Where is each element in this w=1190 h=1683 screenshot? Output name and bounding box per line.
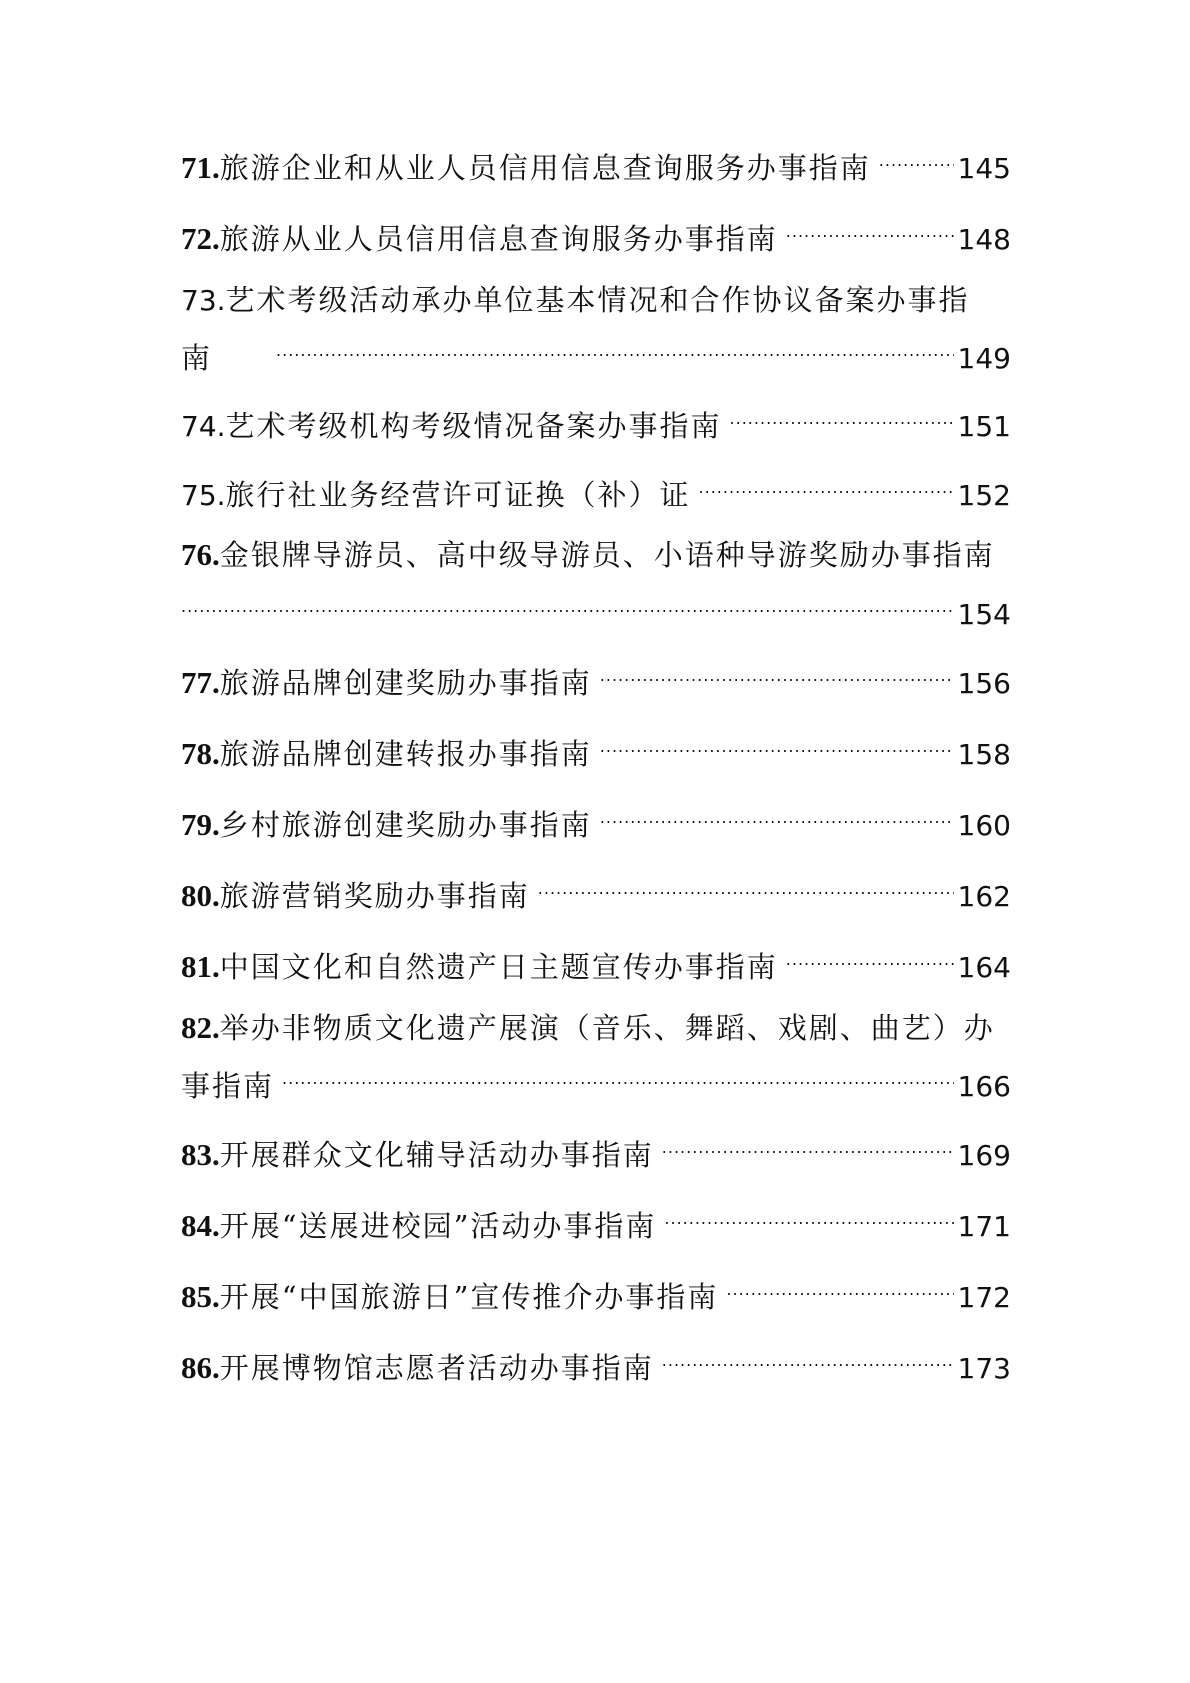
toc-entry-page: 166 <box>957 1070 1011 1103</box>
toc-entry-page: 171 <box>957 1210 1011 1243</box>
toc-entry-85[interactable] <box>181 1269 1011 1314</box>
toc-entry-83[interactable] <box>181 1127 1011 1172</box>
toc-entry-80[interactable] <box>181 868 1011 913</box>
toc-entry-84[interactable] <box>181 1198 1011 1243</box>
toc-entry-title: 开展群众文化辅导活动办事指南 <box>219 1138 654 1172</box>
toc-entry-title: 旅游从业人员信用信息查询服务办事指南 <box>219 222 778 256</box>
toc-entry-page: 172 <box>957 1281 1011 1314</box>
toc-entry-page: 145 <box>957 152 1011 185</box>
toc-entry-title: 乡村旅游创建奖励办事指南 <box>219 808 592 842</box>
toc-entry-title: 中国文化和自然遗产日主题宣传办事指南 <box>219 950 778 984</box>
toc-entry-number: 71. <box>181 150 220 185</box>
dot-leader <box>699 467 954 505</box>
dot-leader <box>726 1269 953 1307</box>
toc-entry-number: 86. <box>181 1350 220 1385</box>
toc-entry-number: 77. <box>181 665 220 700</box>
toc-entry-74[interactable] <box>181 398 1011 443</box>
toc-entry-page: 164 <box>957 951 1011 984</box>
toc-entry-number: 79. <box>181 807 220 842</box>
dot-leader <box>662 1340 954 1378</box>
toc-entry-page: 169 <box>957 1139 1011 1172</box>
toc-entry-page: 154 <box>957 598 1011 631</box>
dot-leader <box>600 726 954 764</box>
toc-entry-76[interactable] <box>181 536 1011 631</box>
toc-entry-number: 75. <box>181 479 226 512</box>
toc-entry-81[interactable] <box>181 939 1011 984</box>
dot-leader <box>662 1127 954 1165</box>
toc-entry-page: 160 <box>957 809 1011 842</box>
toc-entry-title: 开展“中国旅游日”宣传推介办事指南 <box>219 1280 719 1314</box>
toc-entry-page: 162 <box>957 880 1011 913</box>
toc-entry-number: 80. <box>181 878 220 913</box>
toc-entry-title-line2: 事指南 <box>181 1069 275 1103</box>
toc-entry-75[interactable] <box>181 467 1011 512</box>
toc-entry-number: 85. <box>181 1279 220 1314</box>
toc-entry-number: 72. <box>181 221 220 256</box>
toc-entry-title: 旅游营销奖励办事指南 <box>219 879 530 913</box>
dot-leader <box>786 939 954 977</box>
toc-entry-title: 艺术考级机构考级情况备案办事指南 <box>225 409 722 443</box>
toc-entry-title: 开展“送展进校园”活动办事指南 <box>219 1209 657 1243</box>
toc-entry-page: 148 <box>957 223 1011 256</box>
toc-entry-number: 73. <box>181 284 226 317</box>
toc-entry-71[interactable] <box>181 140 1011 185</box>
toc-entry-82[interactable] <box>181 1009 1011 1103</box>
toc-entry-page: 151 <box>957 410 1011 443</box>
dot-leader <box>276 330 954 368</box>
toc-entry-page: 158 <box>957 738 1011 771</box>
toc-entry-title-line1: 艺术考级活动承办单位基本情况和合作协议备案办事指 <box>225 283 970 317</box>
dot-leader <box>664 1198 953 1236</box>
table-of-contents <box>181 140 1011 1385</box>
toc-entry-79[interactable] <box>181 797 1011 842</box>
toc-entry-title-line1: 举办非物质文化遗产展演（音乐、舞蹈、戏剧、曲艺）办 <box>219 1011 995 1045</box>
toc-entry-number: 74. <box>181 410 226 443</box>
toc-entry-number: 81. <box>181 949 220 984</box>
dot-leader <box>786 211 954 249</box>
toc-entry-number: 84. <box>181 1208 220 1243</box>
dot-leader <box>282 1058 954 1096</box>
dot-leader <box>730 398 954 436</box>
dot-leader <box>538 868 954 906</box>
toc-entry-72[interactable] <box>181 211 1011 256</box>
toc-entry-page: 156 <box>957 667 1011 700</box>
toc-entry-title: 旅行社业务经营许可证换（补）证 <box>225 478 691 512</box>
toc-entry-page: 173 <box>957 1352 1011 1385</box>
toc-entry-title-line1: 金银牌导游员、高中级导游员、小语种导游奖励办事指南 <box>219 538 995 572</box>
toc-entry-number: 76. <box>181 537 220 572</box>
toc-entry-title: 旅游企业和从业人员信用信息查询服务办事指南 <box>219 151 871 185</box>
toc-entry-73[interactable] <box>181 281 1011 375</box>
toc-entry-number: 83. <box>181 1137 220 1172</box>
dot-leader <box>600 797 954 835</box>
toc-entry-number: 78. <box>181 736 220 771</box>
toc-entry-78[interactable] <box>181 726 1011 771</box>
dot-leader <box>181 586 954 624</box>
dot-leader <box>600 655 954 693</box>
toc-entry-page: 149 <box>957 342 1011 375</box>
toc-entry-77[interactable] <box>181 655 1011 700</box>
toc-entry-title-line2: 南 <box>181 341 213 375</box>
toc-entry-title: 旅游品牌创建转报办事指南 <box>219 737 592 771</box>
toc-entry-title: 旅游品牌创建奖励办事指南 <box>219 666 592 700</box>
toc-entry-title: 开展博物馆志愿者活动办事指南 <box>219 1351 654 1385</box>
toc-entry-page: 152 <box>957 479 1011 512</box>
dot-leader <box>879 140 954 178</box>
toc-entry-number: 82. <box>181 1010 220 1045</box>
toc-entry-86[interactable] <box>181 1340 1011 1385</box>
